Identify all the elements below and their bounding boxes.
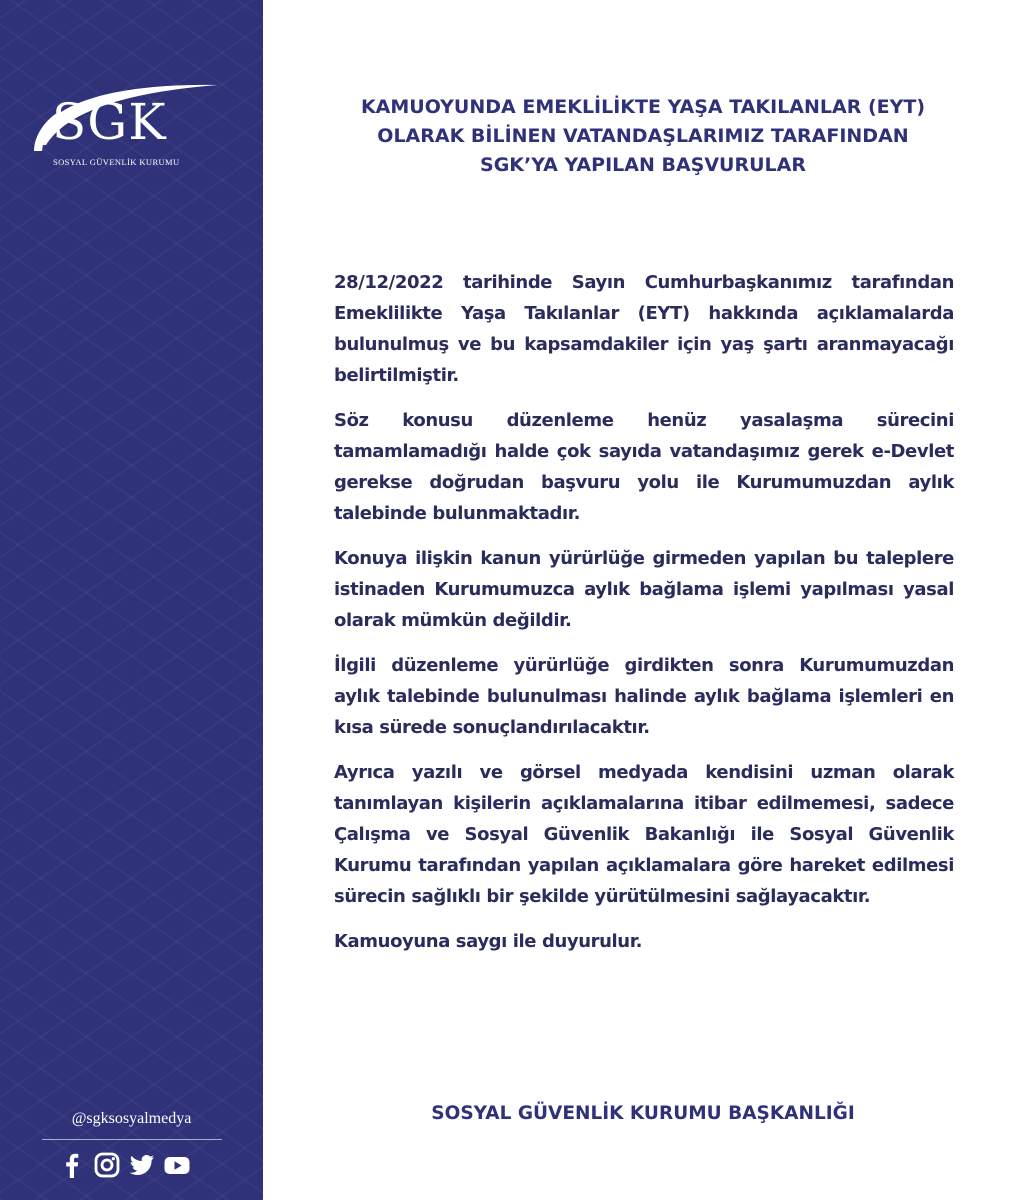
logo-text: SGK	[52, 93, 167, 151]
title-line: OLARAK BİLİNEN VATANDAŞLARIMIZ TARAFINDAN	[377, 125, 909, 147]
sidebar	[0, 0, 263, 1200]
social-links	[58, 1151, 191, 1179]
sgk-logo	[30, 75, 230, 175]
instagram-icon[interactable]	[93, 1151, 121, 1179]
announcement	[263, 0, 1020, 1200]
announcement-body	[334, 267, 954, 971]
paragraph: Konuya ilişkin kanun yürürlüğe girmeden yapılan bu taleplere istinaden Kurumumuzca aylık bağlama işlemi yapılması yasal olarak mümkün değildir.	[334, 548, 954, 631]
title-line: KAMUOYUNDA EMEKLİLİKTE YAŞA TAKILANLAR (EYT)	[360, 96, 926, 118]
social-handle[interactable]: @sgksosyalmedya	[71, 1110, 192, 1127]
twitter-icon[interactable]	[128, 1151, 156, 1179]
youtube-icon[interactable]	[163, 1151, 191, 1179]
signature: SOSYAL GÜVENLİK KURUMU BAŞKANLIĞI	[431, 1103, 855, 1124]
divider	[42, 1139, 222, 1140]
facebook-icon[interactable]	[58, 1151, 86, 1179]
closing-paragraph: Kamuoyuna saygı ile duyurulur.	[334, 931, 643, 952]
title-line: SGK’YA YAPILAN BAŞVURULAR	[480, 154, 806, 176]
paragraph: Ayrıca yazılı ve görsel medyada kendisini uzman olarak tanımlayan kişilerin açıklamalarına itibar edilmemesi, sadece Çalışma ve Sosyal Güvenlik Bakanlığı ile Sosyal Güvenlik Kurumu tarafından yapılan açıklamalara göre hareket edilmesi sürecin sağlıklı bir şekilde yürütülmesini sağlayacaktır.	[334, 762, 954, 907]
paragraph: 28/12/2022 tarihinde Sayın Cumhurbaşkanımız tarafından Emeklilikte Yaşa Takılanlar (EYT) hakkında açıklamalarda bulunulmuş ve bu kapsamdakiler için yaş şartı aranmayacağı belirtilmiştir.	[334, 272, 954, 386]
paragraph: İlgili düzenleme yürürlüğe girdikten sonra Kurumumuzdan aylık talebinde bulunulması halinde aylık bağlama işlemleri en kısa sürede sonuçlandırılacaktır.	[334, 655, 954, 738]
logo-subtitle: SOSYAL GÜVENLİK KURUMU	[53, 157, 180, 167]
announcement-title	[303, 93, 983, 180]
paragraph: Söz konusu düzenleme henüz yasalaşma sürecini tamamlamadığı halde çok sayıda vatandaşımız gerek e-Devlet gerekse doğrudan başvuru yolu ile Kurumumuzdan aylık talebinde bulunmaktadır.	[334, 410, 954, 524]
